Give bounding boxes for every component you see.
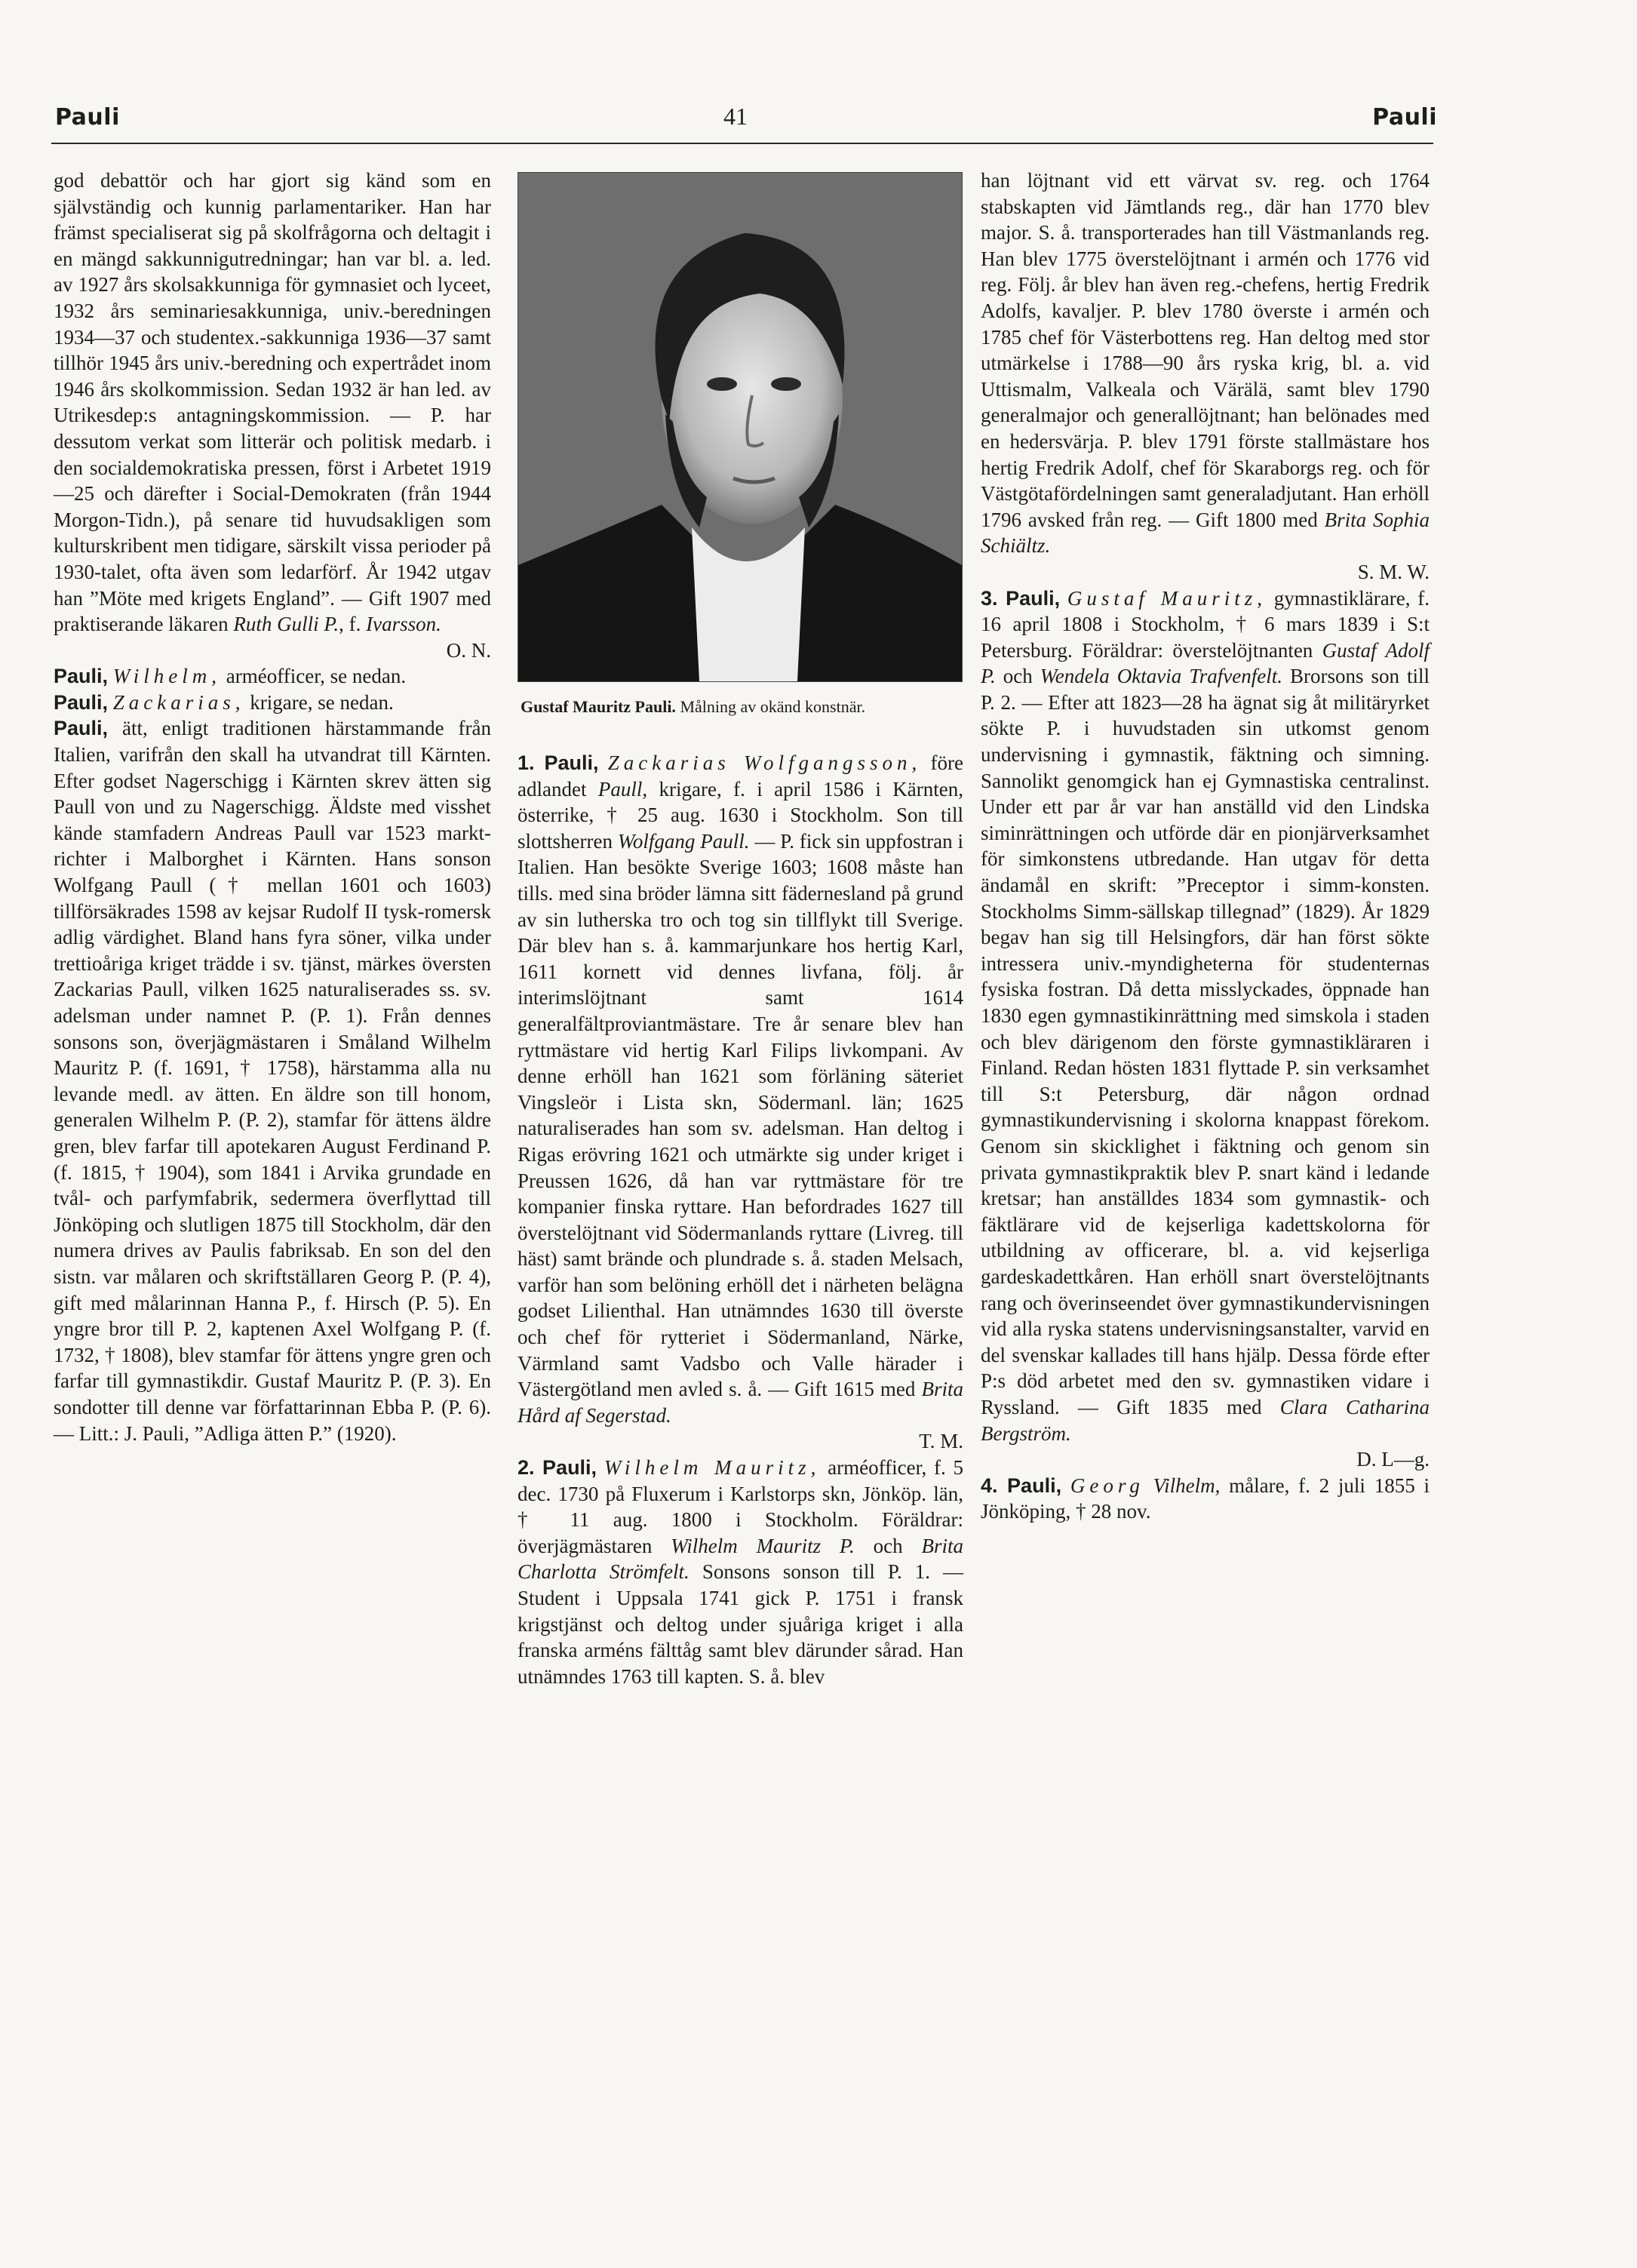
spouse-name: Brita Hård af Segerstad. <box>518 1378 963 1427</box>
entry-keyword: 4. Pauli, <box>981 1474 1062 1497</box>
running-head-right: Pauli <box>1372 104 1437 131</box>
author-signature: T. M. <box>919 1430 963 1453</box>
entry-text: före adlandet <box>518 751 964 801</box>
mother-name: Brita Charlotta Strömfelt. <box>518 1534 963 1584</box>
entry-zackarias-xref <box>54 690 491 716</box>
entry-text: Sonsons sonson till P. 1. — Student i Uppsala 1741 gick P. 1751 i fransk krigstjänst och deltog under sjuåriga kriget i alla franska arméns fälttåg samt blev därunder sårad. Han utnämndes 1763 till kapten. S. å. blev <box>518 1560 963 1688</box>
column-3 <box>981 167 1430 1525</box>
entry-keyword: Pauli, <box>54 665 109 688</box>
entry-text: ätt, enligt traditionen härstammande från Italien, varifrån den skall ha utvandrat till Kärnten. Efter godset Nagerschigg i Kärnten skrev ätten sig Paull von und zu Nagerschigg. Äldste med visshet kände stamfadern Andreas Paull var 1523 markt-richter i Malborghet i Kärnten. Hans sonson Wolfgang Paull († mellan 1601 och 1603) tillförsäkrades 1598 av kejsar Rudolf II tysk-romersk adlig värdighet. Bland hans fyra söner, vilka under trettioåriga kriget trädde i sv. tjänst, märkes översten Zackarias Paull, vilken 1625 naturaliserades ss. sv. adelsman under namnet P. (P. 1). Från dennes sonsons son, överjägmästaren i Småland Wilhelm Mauritz P. (f. 1691, † 1758), härstamma alla nu levande medl. av ätten. En äldre son till honom, generalen Wilhelm P. (P. 2), stamfar för ättens äldre gren, blev farfar till apotekaren August Ferdinand P. (f. 1815, † 1904), som 1841 i Arvika grundade en tvål- och parfymfabrik, sedermera överflyttad till Jönköping och slutligen 1875 till Stockholm, där den numera drives av Paulis fabriksab. En son del den sistn. var målaren och skriftställaren Georg P. (P. 4), gift med målarinnan Hanna P., f. Hirsch (P. 5). En yngre bror till P. 2, kaptenen Axel Wolfgang P. (f. 1732, † 1808), blev stamfar för ättens yngre gren och farfar till gymnastikdir. Gustaf Mauritz P. (P. 3). En sondotter till denne var författarinnan Ebba P. (P. 6). — Litt.: J. Pauli, ”Adliga ätten P.” (1920). <box>54 717 491 1445</box>
entry-text: han löjtnant vid ett värvat sv. reg. och 1764 stabskapten vid Jämtlands reg., där han 1770 blev major. S. å. transporterades han till Västmanlands reg. Han blev 1775 överstelöjtnant i armén och 1776 vid reg. Följ. år blev han även reg.-chefens, hertig Fredrik Adolfs, kavaljer. P. blev 1780 överste i armén och 1785 chef för Västerbottens reg. Han deltog med stor utmärkelse i 1788—90 års ryska krig, bl. a. vid Uttismalm, Valkeala och Värälä, samt blev 1790 generalmajor och generallöjtnant; han belönades med en hedersvärja. P. blev 1791 förste stallmästare hos hertig Fredrik Adolf, chef för Skaraborgs reg. och för Västgötafördelningen samt generaladjutant. Han erhöll 1796 avsked från reg. — Gift 1800 med <box>981 169 1430 531</box>
paragraph-text: god debattör och har gjort sig känd som en självständig och kunnig parlamentariker. Han har främst specialiserat sig på skolfrågorna och deltagit i en mängd sakkunnigutredningar; han var bl. a. led. av 1927 års skolsakkunniga för gymnasiet och lyceet, 1932 års seminariesakkunniga, univ.-beredningen 1934—37 och studentex.-sakkunniga 1936—37 samt tillhör 1945 års univ.-beredning och expertrådet inom 1946 års skolkommission. Sedan 1932 är han led. av Utrikesdep:s antagningskommission. — P. har dessutom verkat som litterär och politisk medarb. i den socialdemokratiska pressen, först i Arbetet 1919—25 och därefter i Social-Demokraten (från 1944 Morgon-Tidn.), på senare tid huvudsakligen som kulturskribent men tidigare, särskilt vissa perioder på 1930-talet, ofta även som ledarförf. År 1942 utgav han ”Möte med krigets England”. — Gift 1907 med praktiserande läkaren <box>54 169 491 636</box>
paragraph-continued <box>54 167 491 638</box>
father-name: Wolfgang Paull. <box>617 829 750 853</box>
entry-keyword: Pauli, <box>54 690 109 714</box>
father-name: Gustaf Adolf P. <box>981 638 1430 688</box>
spouse-name: Brita Sophia Schiältz. <box>981 508 1430 558</box>
caption-subject: Gustaf Mauritz Pauli. <box>521 697 676 716</box>
entry-2-continued <box>981 167 1430 559</box>
entry-text: krigare, se nedan. <box>244 690 394 714</box>
column-1 <box>54 167 491 1446</box>
entry-text: och <box>854 1534 922 1557</box>
author-signature: D. L—g. <box>1356 1448 1430 1471</box>
spouse-maiden-name: Ivarsson. <box>366 613 441 636</box>
entry-given-name: Georg <box>1070 1474 1144 1497</box>
spouse-name: Ruth Gulli P. <box>233 613 339 636</box>
entry-text: gymnastiklärare, f. 16 april 1808 i Stockholm, † 6 mars 1839 i S:t Petersburg. Föräldrar: överstelöjtnanten <box>981 586 1430 662</box>
entry-text: och <box>995 665 1040 688</box>
entry-given-name: Zackarias, <box>112 690 245 714</box>
entry-given-name: Wilhelm Mauritz, <box>604 1456 821 1480</box>
page-number: 41 <box>723 103 748 130</box>
spouse-name: Clara Catharina Bergström. <box>981 1395 1430 1445</box>
portrait-image <box>518 172 963 682</box>
entry-wilhelm-xref <box>54 663 491 690</box>
entry-text: arméofficer, f. 5 dec. 1730 på Fluxerum i Karlstorps skn, Jönköp. län, † 11 aug. 1800 i Stockholm. Föräldrar: överjägmästaren <box>518 1456 964 1557</box>
entry-former-name: Paull, <box>597 777 648 801</box>
caption-credit: Målning av okänd konstnär. <box>680 697 866 716</box>
entry-2-wilhelm-mauritz <box>518 1455 963 1689</box>
entry-4-georg <box>981 1473 1430 1525</box>
entry-given-name: Wilhelm, <box>112 665 222 688</box>
entry-given-name: Zackarias Wolfgangsson, <box>607 751 922 774</box>
figure-caption <box>521 697 966 717</box>
mother-name: Wendela Oktavia Trafvenfelt. <box>1040 665 1282 688</box>
header-rule <box>51 143 1433 144</box>
paragraph-text: , f. <box>339 613 367 636</box>
column-2 <box>518 750 963 1689</box>
entry-text: målare, f. 2 juli 1855 i Jönköping, † 28 nov. <box>981 1474 1430 1523</box>
father-name: Wilhelm Mauritz P. <box>671 1534 855 1557</box>
entry-family <box>54 715 491 1446</box>
author-signature: S. M. W. <box>1357 560 1430 583</box>
entry-keyword: 3. Pauli, <box>981 586 1061 610</box>
entry-text: krigare, f. i april 1586 i Kärnten, österrike, † 25 aug. 1630 i Stockholm. Son till slottsherren <box>518 777 963 853</box>
entry-1-zackarias <box>518 750 963 1428</box>
entry-text: arméofficer, se nedan. <box>221 665 407 688</box>
entry-given-name: Vilhelm, <box>1153 1474 1221 1497</box>
entry-keyword: 2. Pauli, <box>518 1456 597 1480</box>
running-head-left: Pauli <box>55 104 120 131</box>
entry-text: Brorsons son till P. 2. — Efter att 1823—28 ha ägnat sig åt militäryrket sökte P. i huvudstaden sin utkomst genom undervisning i gymnastik, fäktning och simning. Sannolikt genomgick han ej Gymnastiska centralinst. Under ett par år var han anställd vid den Lindska siminrättningen och utförde där en pionjärverksamhet för simkonstens utbredande. Han utgav för detta ändamål en skrift: ”Preceptor i simm-konsten. Stockholms Simm-sällskap tillegnad” (1829). År 1829 begav han sig till Helsingfors, där han först sökte intressera univ.-myndigheterna för studenternas fysiska fostran. Då detta misslyckades, öppnade han 1830 egen gymnastikinrättning med simskola i staden och blev därigenom den förste gymnastikläraren i Finland. Redan hösten 1831 flyttade P. sin verksamhet till S:t Petersburg, där någon ordnad gymnastikundervisning i skolorna knappast förekom. Genom sin skicklighet i fäktning och genom sin privata gymnastikpraktik blev P. snart känd i ledande kretsar; han anställdes 1834 som gymnastik- och fäktlärare vid de kejserliga kadettskolorna för utbildning av officerare, bl. a. vid kejserliga gardeskadettkåren. Han erhöll snart överstelöjtnants rang och överinseendet över gymnastikundervisningen vid alla ryska statens undervisningsanstalter, varvid en del svenskar kallades till hans hjälp. Dessa förde efter P:s död arbetet med den sv. gymnastiken vidare i Ryssland. — Gift 1835 med <box>981 665 1430 1418</box>
entry-keyword: 1. Pauli, <box>518 751 599 774</box>
author-signature: O. N. <box>446 638 491 662</box>
entry-text: — P. fick sin uppfostran i Italien. Han besökte Sverige 1603; 1608 måste han tills. med sina bröder lämna sitt fädernesland på grund av sin lutherska tro och tog sin tillflykt till Sverige. Där blev han s. å. kammarjunkare hos hertig Karl, 1611 kornett vid dennes livfana, följ. år interimslöjtnant samt 1614 generalfältproviantmästare. Tre år senare blev han ryttmästare vid hertig Karl Filips livkompani. Av denne erhöll han 1621 som förläning säteriet Vingsleör i Lista skn, Södermanl. län; 1625 naturaliserades han som sv. adelsman. Han deltog i Rigas erövring 1621 och utmärkte sig under kriget i Preussen 1626, då han var ryttmästare för tre kompanier finska ryttare. Han befordrades 1627 till överstelöjtnant vid Södermanlands ryttare (Livreg. till häst) samt brände och plundrade s. å. staden Melsach, varför han som belöning erhöll det i närheten belägna godset Lilienthal. Han utnämndes 1630 till överste och chef för rytteriet i Södermanland, Närke, Värmland samt Vadsbo och Valle härader i Västergötland men avled s. å. — Gift 1615 med <box>518 829 963 1401</box>
entry-3-gustaf-mauritz <box>981 585 1430 1447</box>
entry-keyword: Pauli, <box>54 717 109 740</box>
entry-given-name: Gustaf Mauritz, <box>1067 586 1267 610</box>
portrait-painting-icon <box>518 173 962 681</box>
